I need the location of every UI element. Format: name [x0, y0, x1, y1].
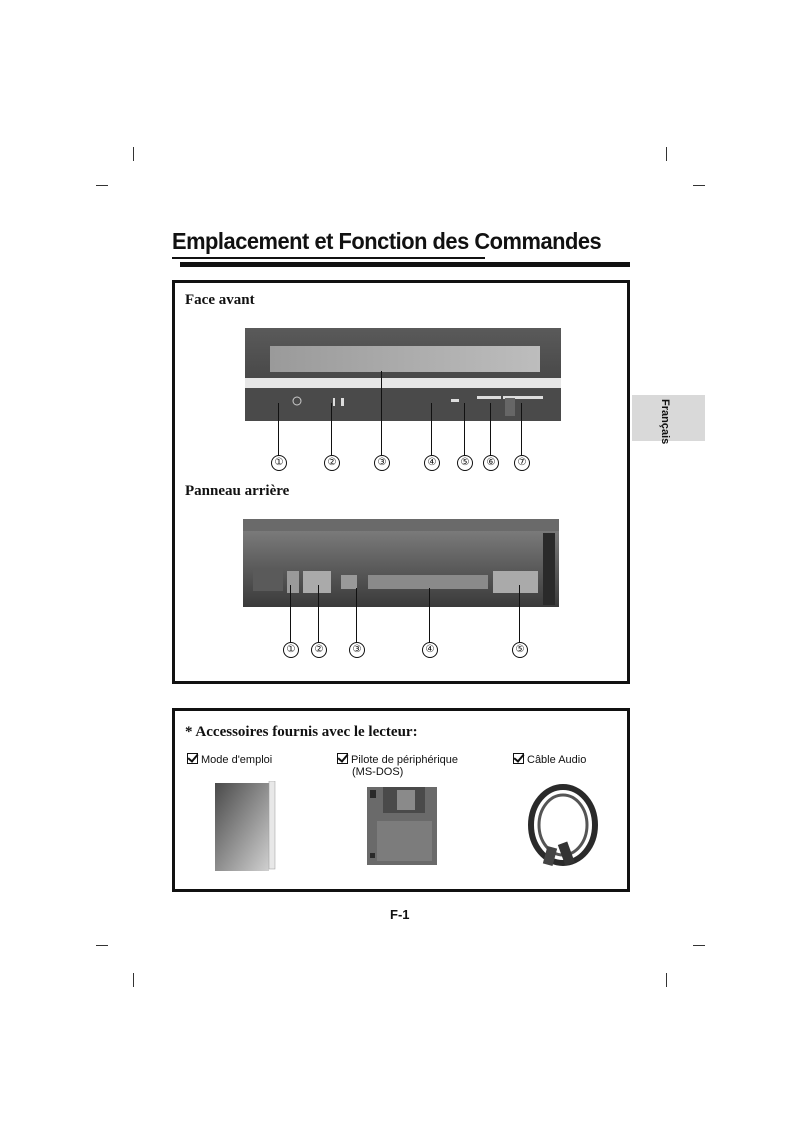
- accessory-driver-label: Pilote de périphérique: [351, 754, 459, 766]
- rear-callout-4: ④: [422, 642, 438, 658]
- accessory-driver: [337, 753, 458, 778]
- callout-leader: [521, 403, 522, 458]
- rear-callout-1: ①: [283, 642, 299, 658]
- callout-leader: [429, 588, 430, 643]
- crop-mark: [133, 973, 134, 987]
- accessory-manual-label: Mode d'emploi: [201, 754, 273, 766]
- crop-mark: [666, 147, 667, 161]
- language-tab: [632, 395, 705, 445]
- controls-panel-box: [172, 280, 630, 684]
- front-panel-drawing: [245, 328, 565, 428]
- manual-book-icon: [215, 781, 277, 875]
- front-callout-6: ⑥: [483, 455, 499, 471]
- accessories-box: [172, 708, 630, 892]
- front-callout-7: ⑦: [514, 455, 530, 471]
- rear-panel-drawing: [243, 519, 563, 615]
- rear-panel-title: Panneau arrière: [185, 483, 290, 499]
- front-callout-2: ②: [324, 455, 340, 471]
- callout-leader: [356, 588, 357, 643]
- accessory-manual: [187, 753, 272, 766]
- floppy-disk-icon: [367, 787, 439, 867]
- crop-mark: [96, 945, 108, 946]
- front-callout-4: ④: [424, 455, 440, 471]
- front-callout-5: ⑤: [457, 455, 473, 471]
- crop-mark: [666, 973, 667, 987]
- checkbox-checked-icon: [337, 753, 348, 764]
- callout-leader: [381, 371, 382, 458]
- accessories-title: * Accessoires fournis avec le lecteur:: [185, 724, 418, 740]
- page-title: Emplacement et Fonction des Commandes: [172, 228, 602, 254]
- title-underline: [172, 257, 485, 259]
- accessory-audio-cable: [513, 753, 586, 766]
- crop-mark: [693, 945, 705, 946]
- callout-leader: [464, 403, 465, 458]
- title-underline-thick: [180, 262, 630, 267]
- crop-mark: [96, 185, 108, 186]
- callout-leader: [519, 585, 520, 643]
- callout-leader: [331, 403, 332, 458]
- callout-leader: [290, 585, 291, 643]
- callout-leader: [278, 403, 279, 458]
- page-number: F-1: [390, 907, 410, 922]
- audio-cable-icon: [525, 781, 601, 875]
- language-tab-label: Français: [659, 399, 671, 445]
- checkbox-checked-icon: [187, 753, 198, 764]
- checkbox-checked-icon: [513, 753, 524, 764]
- accessory-audio-cable-label: Câble Audio: [527, 754, 587, 766]
- rear-callout-3: ③: [349, 642, 365, 658]
- callout-leader: [431, 403, 432, 458]
- crop-mark: [133, 147, 134, 161]
- front-panel-title: Face avant: [185, 292, 255, 308]
- accessory-driver-label-2: (MS-DOS): [352, 766, 404, 778]
- callout-leader: [318, 585, 319, 643]
- front-callout-1: ①: [271, 455, 287, 471]
- rear-callout-2: ②: [311, 642, 327, 658]
- rear-callout-5: ⑤: [512, 642, 528, 658]
- crop-mark: [693, 185, 705, 186]
- front-callout-3: ③: [374, 455, 390, 471]
- callout-leader: [490, 403, 491, 458]
